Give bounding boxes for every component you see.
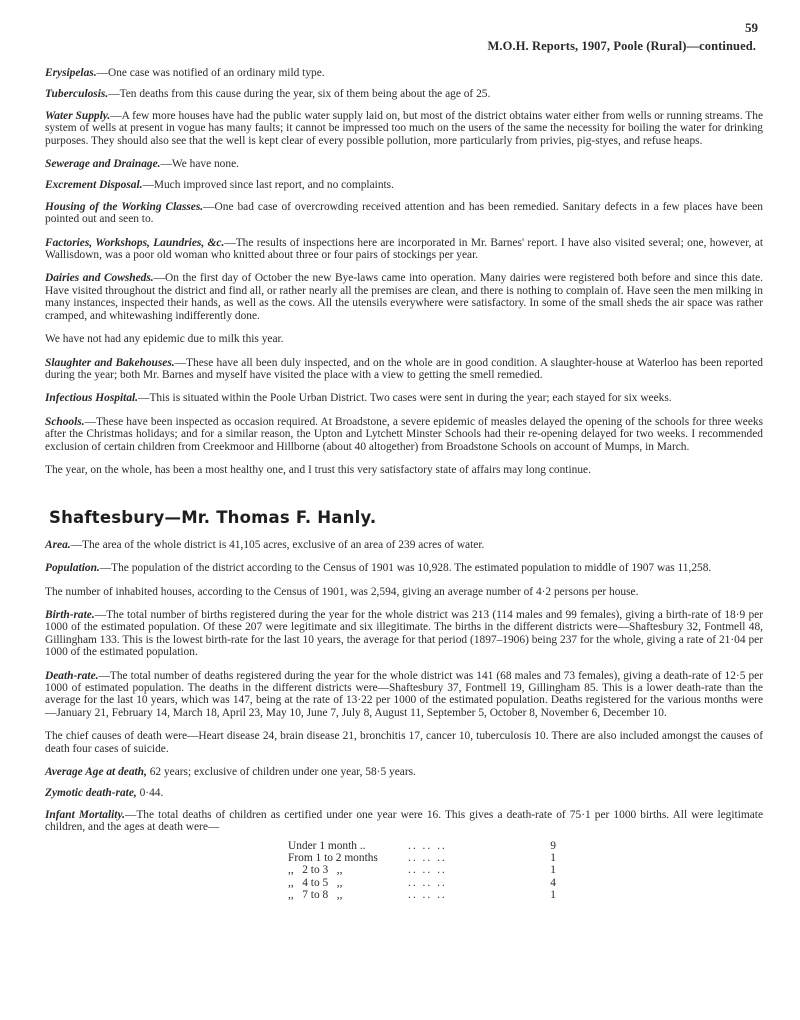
paragraph-dairies (45, 272, 763, 322)
paragraph-death-rate (45, 670, 763, 720)
paragraph-label: Tuberculosis. (45, 88, 109, 101)
paragraph-infectious-hospital (45, 392, 763, 404)
paragraph-label: Housing of the Working Classes. (45, 200, 204, 213)
paragraph-text: —One case was notified of an ordinary mild type. (96, 67, 325, 79)
age-range: Under 1 month .. (288, 839, 366, 852)
paragraph-label: Erysipelas. (45, 67, 97, 79)
paragraph-text: —The total number of births registered during the year for the whole district was 213 (114 males and 99 females), giving a birth-rate of 18·9 per 1000 of the estimated population. Of these 207 were legitimate and six illegitimate. The births in the different districts were—Shaftesbury 32, Fontmell 48, Gillingham 133. This is the lowest birth-rate for the last 10 years, the average for that period (1897–1906) being 237 for the whole, giving a rate of 21·04 per 1000 of the estimated population. (45, 608, 763, 659)
dot-leaders: .. .. .. (408, 839, 447, 852)
paragraph-text: —On the first day of October the new Bye-laws came into operation. Many dairies were registered both before and since this date. Have visited throughout the district and find all, or rather nearly all the premises are clean, and there is nothing to complain of. Have seen the men milking in many instances, inspected their hands, as well as the cows. All the utensils everywhere were satisfactory. In some of the small sheds the air space was rather cramped, and whitewashing indifferently done. (45, 272, 763, 322)
paragraph-text: —The total deaths of children as certified under one year were 16. This gives a death-rate of 75·1 per 1000 births. All were legitimate children, and the ages at death were— (45, 808, 763, 834)
death-count: 1 (550, 864, 556, 877)
paragraph-text: —The area of the whole district is 41,105 acres, exclusive of an area of 239 acres of water. (70, 538, 485, 551)
table-row (288, 864, 556, 876)
death-count: 1 (550, 852, 556, 865)
paragraph-average-age (45, 766, 763, 778)
dot-leaders: .. .. .. (408, 864, 447, 877)
paragraph-houses: The number of inhabited houses, according to the Census of 1901, was 2,594, giving an average number of 4·2 persons per house. (45, 585, 639, 598)
paragraph-text: 0·44. (136, 787, 164, 800)
paragraph-area (45, 539, 763, 551)
paragraph-text: 62 years; exclusive of children under one year, 58·5 years. (146, 766, 416, 779)
age-range: ,, 7 to 8 ,, (288, 889, 343, 902)
report-body (45, 67, 763, 902)
age-range: ,, 2 to 3 ,, (288, 864, 343, 877)
paragraph-tuberculosis (45, 88, 763, 100)
dot-leaders: .. .. .. (408, 889, 447, 902)
paragraph-erysipelas (45, 67, 763, 79)
paragraph-label: Sewerage and Drainage. (45, 158, 161, 171)
paragraph-birth-rate (45, 609, 763, 659)
table-row (288, 877, 556, 889)
age-range: ,, 4 to 5 ,, (288, 876, 343, 889)
table-row (288, 889, 556, 901)
paragraph-label: Factories, Workshops, Laundries, &c. (45, 236, 225, 249)
table-row (288, 840, 556, 852)
paragraph-text: —We have none. (160, 158, 239, 171)
paragraph-label: Population. (45, 562, 100, 575)
paragraph-label: Dairies and Cowsheds. (45, 272, 154, 285)
paragraph-population (45, 562, 763, 574)
paragraph-text: —One bad case of overcrowding received attention and has been remedied. Sanitary defects in a few places have been pointed out and seen to. (45, 200, 763, 226)
paragraph-label: Area. (45, 538, 71, 551)
paragraph-schools (45, 416, 763, 453)
paragraph-causes: The chief causes of death were—Heart disease 24, brain disease 21, bronchitis 17, cancer 10, tuberculosis 10. There are also included amongst the causes of death four cases of suicide. (45, 730, 763, 755)
paragraph-label: Zymotic death-rate, (45, 787, 137, 800)
paragraph-label: Excrement Disposal. (45, 179, 143, 192)
paragraph-text: —This is situated within the Poole Urban District. Two cases were sent in during the year; each stayed for six weeks. (138, 392, 672, 405)
paragraph-slaughter (45, 357, 763, 382)
paragraph-label: Average Age at death, (45, 766, 147, 779)
paragraph-label: Infectious Hospital. (45, 392, 139, 405)
paragraph-text: —These have all been duly inspected, and on the whole are in good condition. A slaughter-house at Waterloo has been reported during the year; both Mr. Barnes and myself have visited the place with a view to getting the smell remedied. (45, 356, 764, 381)
paragraph-excrement (45, 179, 763, 191)
paragraph-text: —Much improved since last report, and no complaints. (142, 179, 394, 192)
paragraph-factories (45, 237, 763, 262)
dot-leaders: .. .. .. (408, 876, 447, 889)
paragraph-milk-epidemic: We have not had any epidemic due to milk this year. (45, 333, 284, 346)
paragraph-infant-mortality (45, 809, 763, 834)
paragraph-label: Schools. (45, 415, 85, 428)
paragraph-closing: The year, on the whole, has been a most healthy one, and I trust this very satisfactory state of affairs may long continue. (45, 463, 591, 476)
paragraph-text: —The population of the district according to the Census of 1901 was 10,928. The estimated population to middle of 1907 was 11,258. (99, 562, 712, 575)
paragraph-label: Death-rate. (45, 669, 99, 682)
paragraph-sewerage (45, 158, 763, 170)
paragraph-zymotic (45, 787, 763, 799)
paragraph-label: Water Supply. (45, 109, 111, 122)
death-count: 1 (550, 889, 556, 902)
infant-ages-table (288, 840, 556, 902)
death-count: 4 (550, 876, 556, 889)
paragraph-text: —Ten deaths from this cause during the year, six of them being about the age of 25. (108, 88, 491, 101)
paragraph-label: Slaughter and Bakehouses. (45, 356, 175, 369)
dot-leaders: .. .. .. (408, 852, 447, 865)
paragraph-text: —A few more houses have had the public water supply laid on, but most of the district obtains water either from wells or running streams. The system of wells at present in vogue has many faults; it cannot be impressed too much on the users of the same the necessity for boiling the water for drinking purposes. They should also see that the well is kept clear of every possible pollution, more particularly from privies, pig-styes, and refuse heaps. (45, 109, 763, 147)
running-head: M.O.H. Reports, 1907, Poole (Rural)—continued. (487, 39, 756, 53)
paragraph-label: Birth-rate. (45, 608, 95, 621)
age-range: From 1 to 2 months (288, 852, 378, 865)
page-number: 59 (745, 20, 758, 35)
paragraph-text: —These have been inspected as occasion required. At Broadstone, a severe epidemic of measles delayed the opening of the schools for three weeks after the Christmas holidays; and for a similar reason, the Upton and Lytchett Minster Schools had their re-opening delayed for two weeks. I recommended exclusion of certain children from Creekmoor and Hillborne (about 40 altogether) from Broadstone Schools on account of Mumps, in March. (45, 415, 763, 453)
table-row (288, 852, 556, 864)
section-heading-shaftesbury: Shaftesbury—Mr. Thomas F. Hanly. (49, 508, 377, 528)
paragraph-housing (45, 201, 763, 226)
death-count: 9 (550, 839, 556, 852)
paragraph-water-supply (45, 110, 763, 147)
paragraph-label: Infant Mortality. (45, 808, 125, 821)
paragraph-text: —The results of inspections here are incorporated in Mr. Barnes' report. I have also visited several; one, however, at Wallisdown, was a poor old woman who knitted about three or four pairs of stockings per year. (45, 236, 763, 262)
paragraph-text: —The total number of deaths registered during the year for the whole district was 141 (68 males and 73 females), giving a death-rate of 12·5 per 1000 of estimated population. The deaths in the different districts were—Shaftesbury 37, Fontmell 19, Gillingham 85. This is a lower death-rate than the average for the last 10 years, which was 147, being at the rate of 13·22 per 1000 of the estimated population. Deaths registered for the various months were—January 21, February 14, March 18, April 23, May 10, June 7, July 8, August 11, September 5, October 8, November 6, December 10. (45, 669, 763, 719)
